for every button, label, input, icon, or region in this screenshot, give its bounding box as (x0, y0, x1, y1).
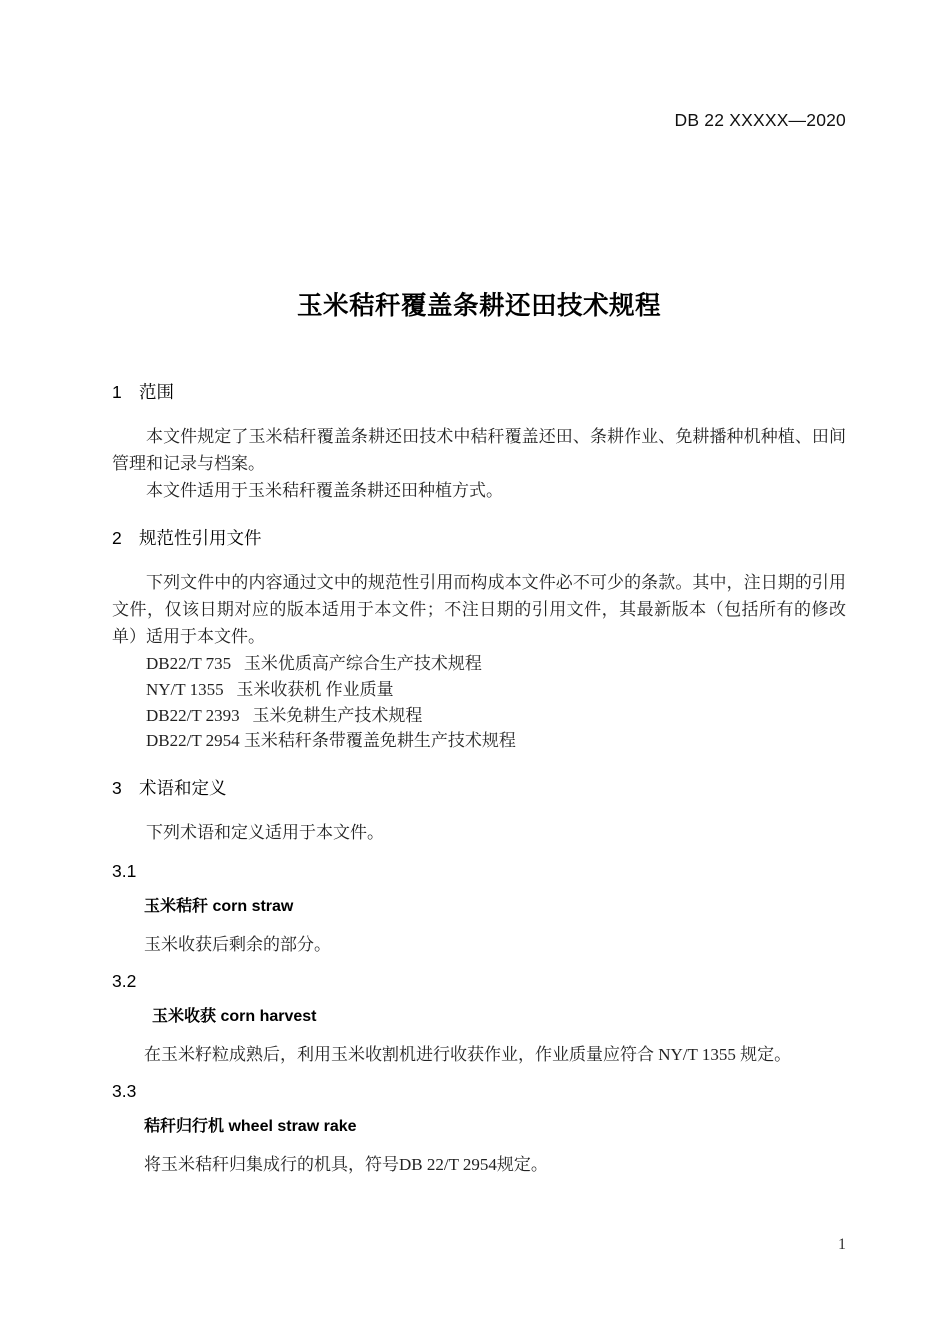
normative-reference: NY/T 1355 玉米收获机 作业质量 (146, 679, 394, 699)
spacer (112, 1103, 846, 1117)
running-header (112, 110, 846, 131)
clause-3-paragraph-1: 下列术语和定义适用于本文件。 (146, 823, 384, 843)
term-entry-3-2: 玉米收获 corn harvest (152, 1008, 317, 1025)
spacer (112, 1028, 846, 1042)
subclause-number-3-2: 3.2 (112, 971, 137, 992)
document-title: 玉米秸秆覆盖条耕还田技术规程 (296, 292, 661, 320)
normative-reference: DB22/T 2954 玉米秸秆条带覆盖免耕生产技术规程 (146, 731, 516, 751)
spacer (112, 1138, 846, 1152)
clause-title-3: 术语和定义 (139, 778, 227, 799)
spacer (112, 883, 846, 897)
spacer (112, 404, 846, 424)
term-entry-3-1: 玉米秸秆 corn straw (144, 897, 294, 915)
spacer (112, 957, 846, 971)
clause-title-2: 规范性引用文件 (139, 528, 262, 549)
spacer (112, 550, 846, 570)
page-number: 1 (838, 1236, 846, 1253)
spacer (112, 918, 846, 932)
clause-number-3: 3 (112, 778, 122, 799)
spacer (112, 1067, 846, 1081)
clause-heading-2 (112, 528, 846, 550)
clause-heading-3 (112, 778, 846, 800)
clause-1-paragraph-2: 本文件适用于玉米秸秆覆盖条耕还田种植方式。 (146, 480, 503, 500)
clause-number-2: 2 (112, 528, 122, 549)
normative-reference: DB22/T 2393 玉米免耕生产技术规程 (146, 705, 423, 725)
spacer (112, 847, 846, 861)
normative-reference: DB22/T 735 玉米优质高产综合生产技术规程 (146, 653, 482, 673)
clause-heading-1 (112, 382, 846, 404)
spacer (112, 754, 846, 778)
document-body (112, 382, 846, 1177)
clause-1-paragraph-1: 本文件规定了玉米秸秆覆盖条耕还田技术中秸秆覆盖还田、条耕作业、免耕播种机种植、田间管理和记录与档案。 (112, 426, 846, 473)
subclause-number-3-1: 3.1 (112, 860, 137, 881)
term-definition-3-3: 将玉米秸秆归集成行的机具，符号DB 22/T 2954规定。 (144, 1154, 548, 1174)
spacer (112, 800, 846, 820)
clause-2-paragraph-1: 下列文件中的内容通过文中的规范性引用而构成本文件必不可少的条款。其中，注日期的引用文件，仅该日期对应的版本适用于本文件；不注日期的引用文件，其最新版本（包括所有的修改单）适用于本文件。 (112, 573, 846, 647)
term-definition-3-2: 在玉米籽粒成熟后，利用玉米收割机进行收获作业，作业质量应符合 NY/T 1355 规定。 (144, 1044, 792, 1064)
spacer (112, 504, 846, 528)
term-entry-3-3: 秸秆归行机 wheel straw rake (144, 1118, 357, 1136)
standard-code: DB 22 XXXXX—2020 (674, 110, 846, 130)
clause-title-1: 范围 (139, 382, 174, 402)
term-definition-3-1: 玉米收获后剩余的部分。 (144, 934, 331, 954)
spacer (112, 993, 846, 1007)
subclause-number-3-3: 3.3 (112, 1081, 137, 1102)
clause-number-1: 1 (112, 382, 122, 402)
